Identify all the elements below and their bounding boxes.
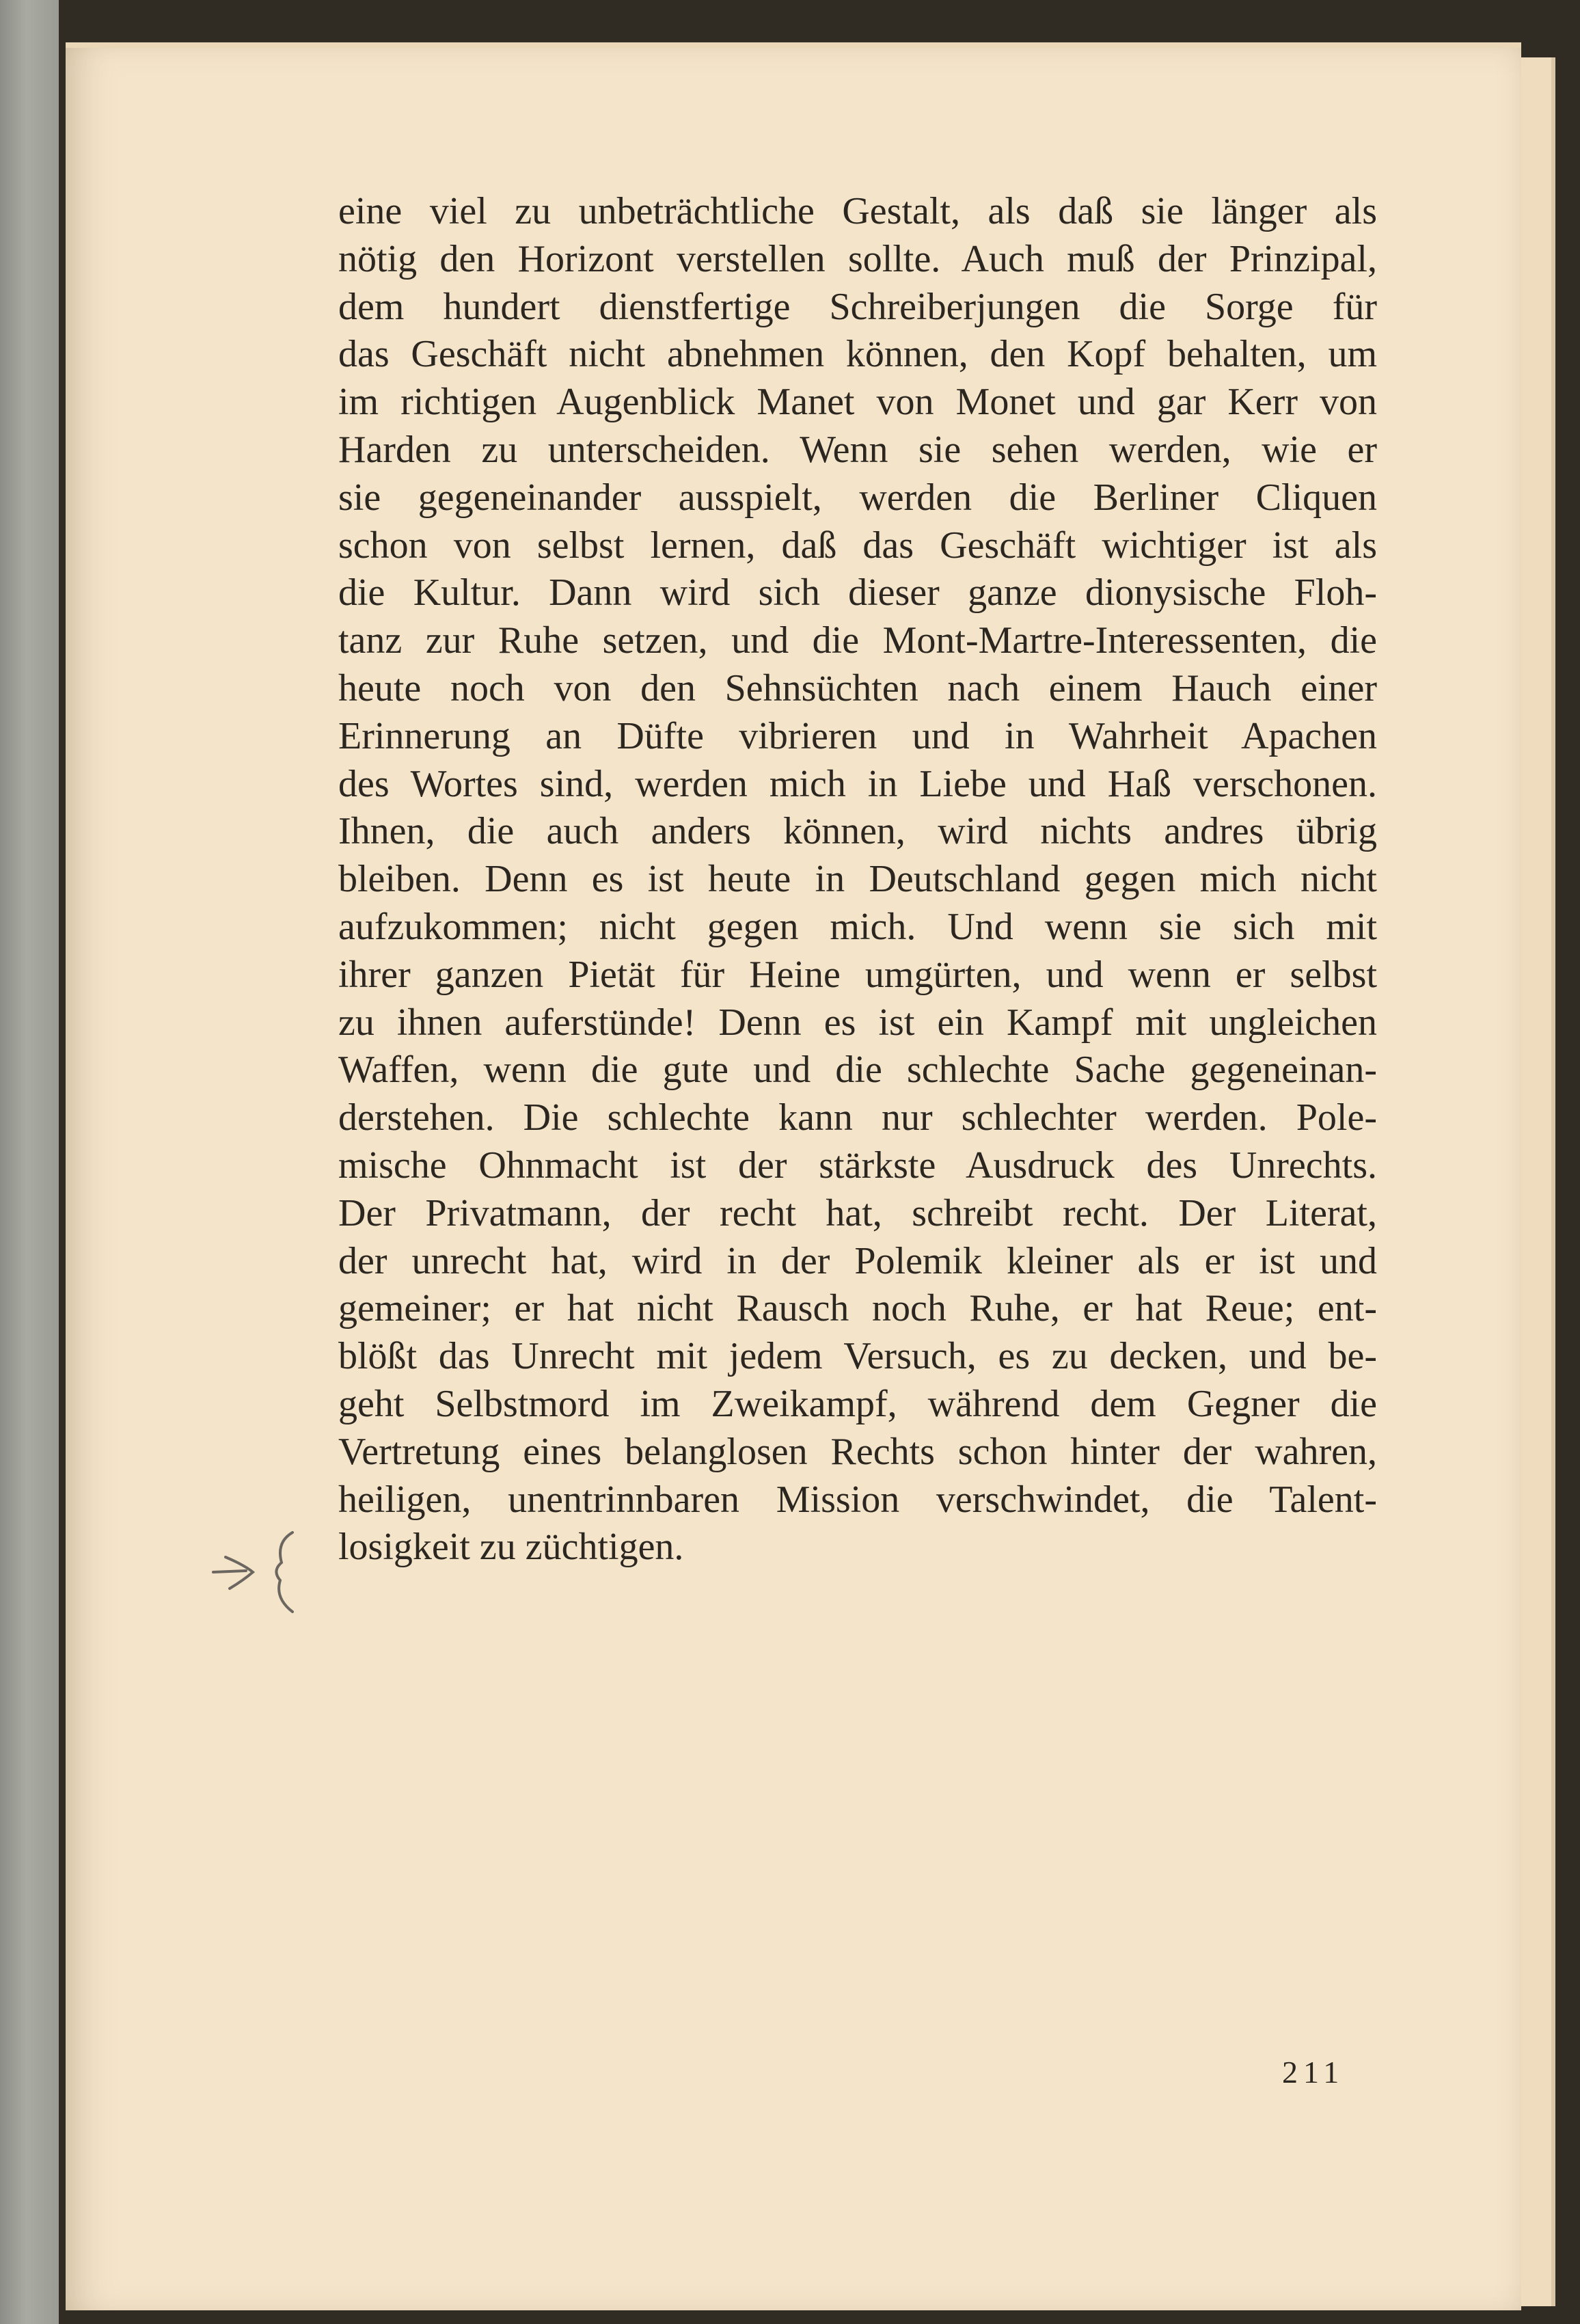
text-line: die Kultur. Dann wird sich dieser ganze dionysische Floh- [338, 571, 1377, 614]
text-line: heute noch von den Sehnsüchten nach einem Hauch einer [338, 666, 1377, 710]
page-body-text [338, 188, 1377, 1571]
text-line: losigkeit zu züchtigen. [338, 1526, 684, 1569]
text-line: derstehen. Die schlechte kann nur schlechter werden. Pole- [338, 1096, 1377, 1139]
text-line: im richtigen Augenblick Manet von Monet und gar Kerr von [338, 381, 1377, 424]
text-line: schon von selbst lernen, daß das Geschäft wichtiger ist als [338, 524, 1377, 567]
text-line: bleiben. Denn es ist heute in Deutschland gegen mich nicht [338, 858, 1377, 901]
text-line: Waffen, wenn die gute und die schlechte Sache gegeneinan- [338, 1049, 1377, 1092]
text-line: geht Selbstmord im Zweikampf, während dem Gegner die [338, 1382, 1377, 1425]
text-line: sie gegeneinander ausspielt, werden die Berliner Cliquen [338, 476, 1377, 519]
text-line: aufzukommen; nicht gegen mich. Und wenn sie sich mit [338, 905, 1377, 948]
text-line: dem hundert dienstfertige Schreiberjungen die Sorge für [338, 285, 1377, 328]
text-line: Vertretung eines belanglosen Rechts schon hinter der wahren, [338, 1430, 1377, 1473]
binding-edge [0, 0, 59, 2324]
text-line: Ihnen, die auch anders können, wird nichts andres übrig [338, 810, 1377, 853]
text-line: blößt das Unrecht mit jedem Versuch, es zu decken, und be- [338, 1335, 1377, 1378]
text-line: mische Ohnmacht ist der stärkste Ausdruck des Unrechts. [338, 1144, 1377, 1187]
text-line: das Geschäft nicht abnehmen können, den Kopf behalten, um [338, 333, 1377, 376]
text-line: Der Privatmann, der recht hat, schreibt recht. Der Literat, [338, 1191, 1377, 1234]
text-line: eine viel zu unbeträchtliche Gestalt, als daß sie länger als [338, 190, 1377, 232]
text-line: des Wortes sind, werden mich in Liebe und Haß verschonen. [338, 762, 1377, 805]
text-line: gemeiner; er hat nicht Rausch noch Ruhe, er hat Reue; ent- [338, 1287, 1377, 1330]
text-line: heiligen, unentrinnbaren Mission verschwindet, die Talent- [338, 1478, 1377, 1521]
page-number: 211 [1282, 2055, 1345, 2090]
text-line: zu ihnen auferstünde! Denn es ist ein Kampf mit ungleichen [338, 1001, 1377, 1044]
text-line: ihrer ganzen Pietät für Heine umgürten, und wenn er selbst [338, 953, 1377, 996]
text-line: nötig den Horizont verstellen sollte. Auch muß der Prinzipal, [338, 237, 1377, 280]
text-line: Erinnerung an Düfte vibrieren und in Wahrheit Apachen [338, 714, 1377, 757]
text-line: der unrecht hat, wird in der Polemik kleiner als er ist und [338, 1239, 1377, 1282]
text-line: Harden zu unterscheiden. Wenn sie sehen werden, wie er [338, 428, 1377, 471]
text-line: tanz zur Ruhe setzen, und die Mont-Martre-Interessenten, die [338, 619, 1377, 662]
pencil-arrow-bracket-icon [205, 1517, 308, 1620]
